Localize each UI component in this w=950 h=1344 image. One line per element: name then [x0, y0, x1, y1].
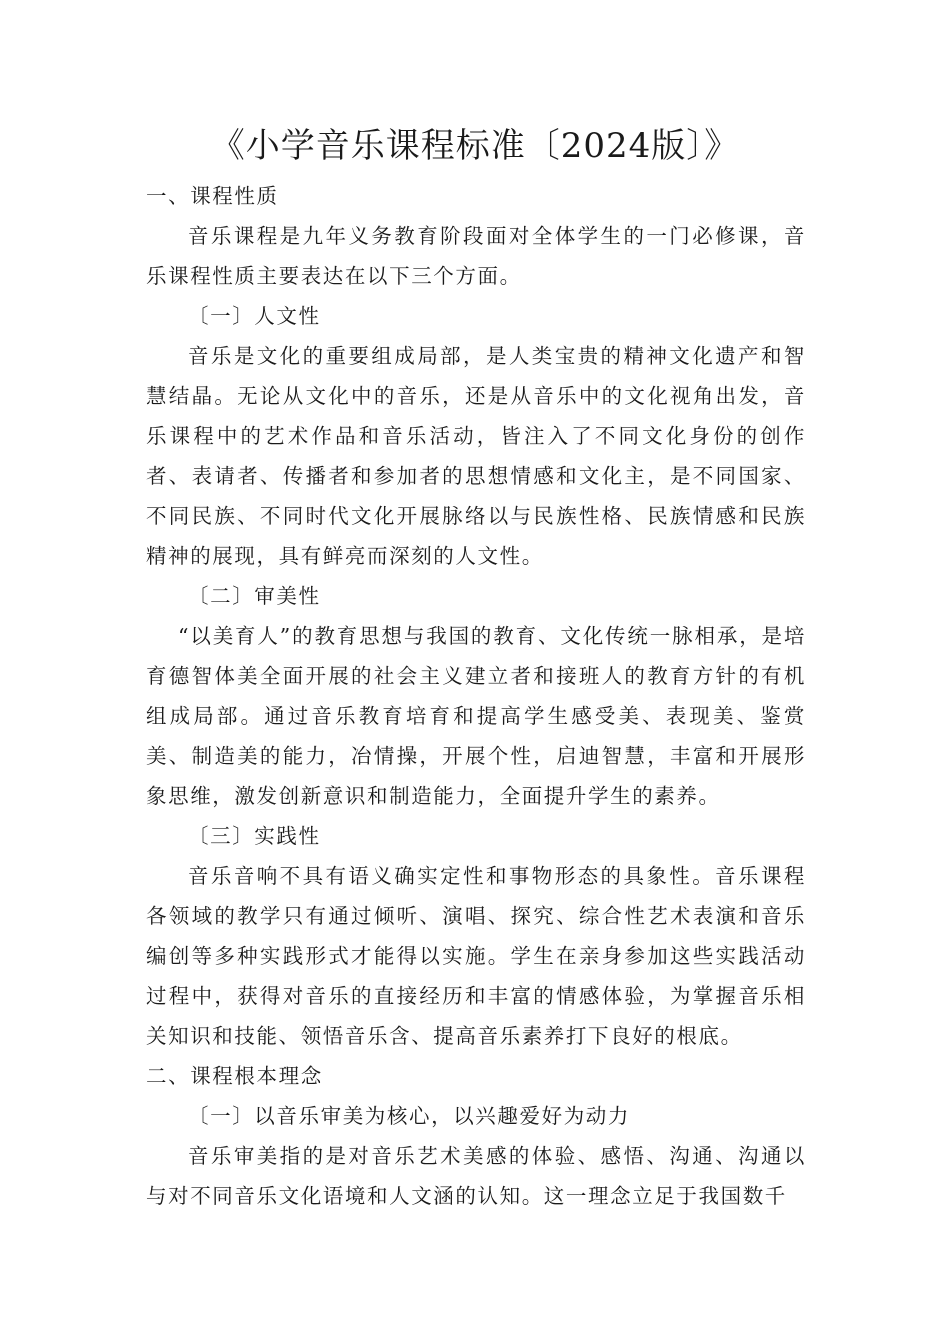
section-heading: 二、课程根本理念	[146, 1064, 323, 1088]
paragraph: 音乐音响不具有语义确实定性和事物形态的具象性。音乐课程各领域的教学只有通过倾听、演唱、探究、综合性艺术表演和音乐编创等多种实践形式才能得以实施。学生在亲身参加这些实践活动过程中，获得对音乐的直接经历和丰富的情感体验，为掌握音乐相关知识和技能、领悟音乐含、提高音乐素养打下良好的根底。	[146, 864, 806, 1048]
subsection-heading: 〔一〕人文性	[188, 304, 321, 328]
document-body	[146, 176, 806, 1216]
subsection-heading: 〔二〕审美性	[188, 584, 321, 608]
subsection-heading: 〔一〕以音乐审美为核心，以兴趣爱好为动力	[188, 1104, 630, 1128]
paragraph: 音乐是文化的重要组成局部，是人类宝贵的精神文化遗产和智慧结晶。无论从文化中的音乐，还是从音乐中的文化视角出发，音乐课程中的艺术作品和音乐活动，皆注入了不同文化身份的创作者、表请者、传播者和参加者的思想情感和文化主，是不同国家、不同民族、不同时代文化开展脉络以与民族性格、民族情感和民族精神的展现，具有鲜亮而深刻的人文性。	[146, 344, 806, 568]
paragraph: “以美育人”的教育思想与我国的教育、文化传统一脉相承，是培育德智体美全面开展的社会主义建立者和接班人的教育方针的有机组成局部。通过音乐教育培育和提高学生感受美、表现美、鉴赏美、制造美的能力，冶情操，开展个性，启迪智慧，丰富和开展形象思维，激发创新意识和制造能力，全面提升学生的素养。	[146, 624, 806, 808]
subsection-heading: 〔三〕实践性	[188, 824, 321, 848]
document-title: 《小学音乐课程标准〔2024版〕》	[210, 126, 740, 166]
paragraph: 音乐课程是九年义务教育阶段面对全体学生的一门必修课，音乐课程性质主要表达在以下三个方面。	[146, 224, 806, 288]
paragraph: 音乐审美指的是对音乐艺术美感的体验、感悟、沟通、沟通以与对不同音乐文化语境和人文涵的认知。这一理念立足于我国数千	[146, 1144, 806, 1208]
section-heading: 一、课程性质	[146, 184, 279, 208]
